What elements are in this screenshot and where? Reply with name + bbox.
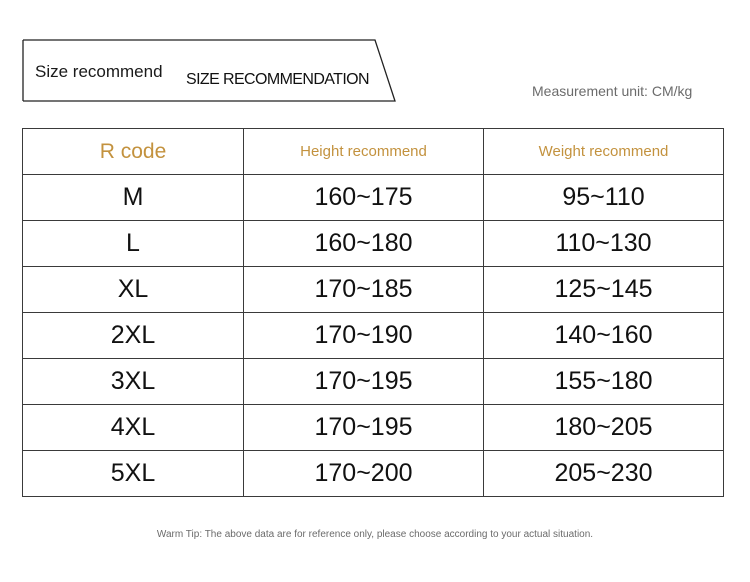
table-row (23, 313, 724, 359)
height-cell: 170~185 (244, 267, 484, 313)
size-recommend-label: Size recommend (35, 62, 163, 81)
table-row (23, 221, 724, 267)
table-row (23, 175, 724, 221)
warm-tip-footer: Warm Tip: The above data are for reference only, please choose according to your actual situation. (156, 529, 594, 540)
weight-cell: 155~180 (484, 359, 724, 405)
column-header-height: Height recommend (244, 129, 484, 175)
size-code-cell: 5XL (23, 451, 244, 497)
weight-cell: 140~160 (484, 313, 724, 359)
height-cell: 170~200 (244, 451, 484, 497)
table-row (23, 267, 724, 313)
size-code-cell: XL (23, 267, 244, 313)
table-header-row (23, 129, 724, 175)
banner-outline (0, 0, 400, 110)
table-row (23, 359, 724, 405)
weight-cell: 95~110 (484, 175, 724, 221)
weight-cell: 125~145 (484, 267, 724, 313)
weight-cell: 110~130 (484, 221, 724, 267)
height-cell: 170~195 (244, 405, 484, 451)
size-code-cell: M (23, 175, 244, 221)
height-cell: 170~190 (244, 313, 484, 359)
weight-cell: 205~230 (484, 451, 724, 497)
size-chart-table (22, 128, 724, 497)
size-code-cell: 2XL (23, 313, 244, 359)
column-header-weight: Weight recommend (484, 129, 724, 175)
size-code-cell: 4XL (23, 405, 244, 451)
height-cell: 160~175 (244, 175, 484, 221)
measurement-unit-note: Measurement unit: CM/kg (532, 83, 693, 99)
table-row (23, 405, 724, 451)
height-cell: 160~180 (244, 221, 484, 267)
column-header-code: R code (23, 129, 244, 175)
size-header-banner (0, 0, 400, 110)
table-row (23, 451, 724, 497)
size-recommendation-title: SIZE RECOMMENDATION (186, 71, 369, 88)
weight-cell: 180~205 (484, 405, 724, 451)
size-code-cell: L (23, 221, 244, 267)
size-code-cell: 3XL (23, 359, 244, 405)
height-cell: 170~195 (244, 359, 484, 405)
